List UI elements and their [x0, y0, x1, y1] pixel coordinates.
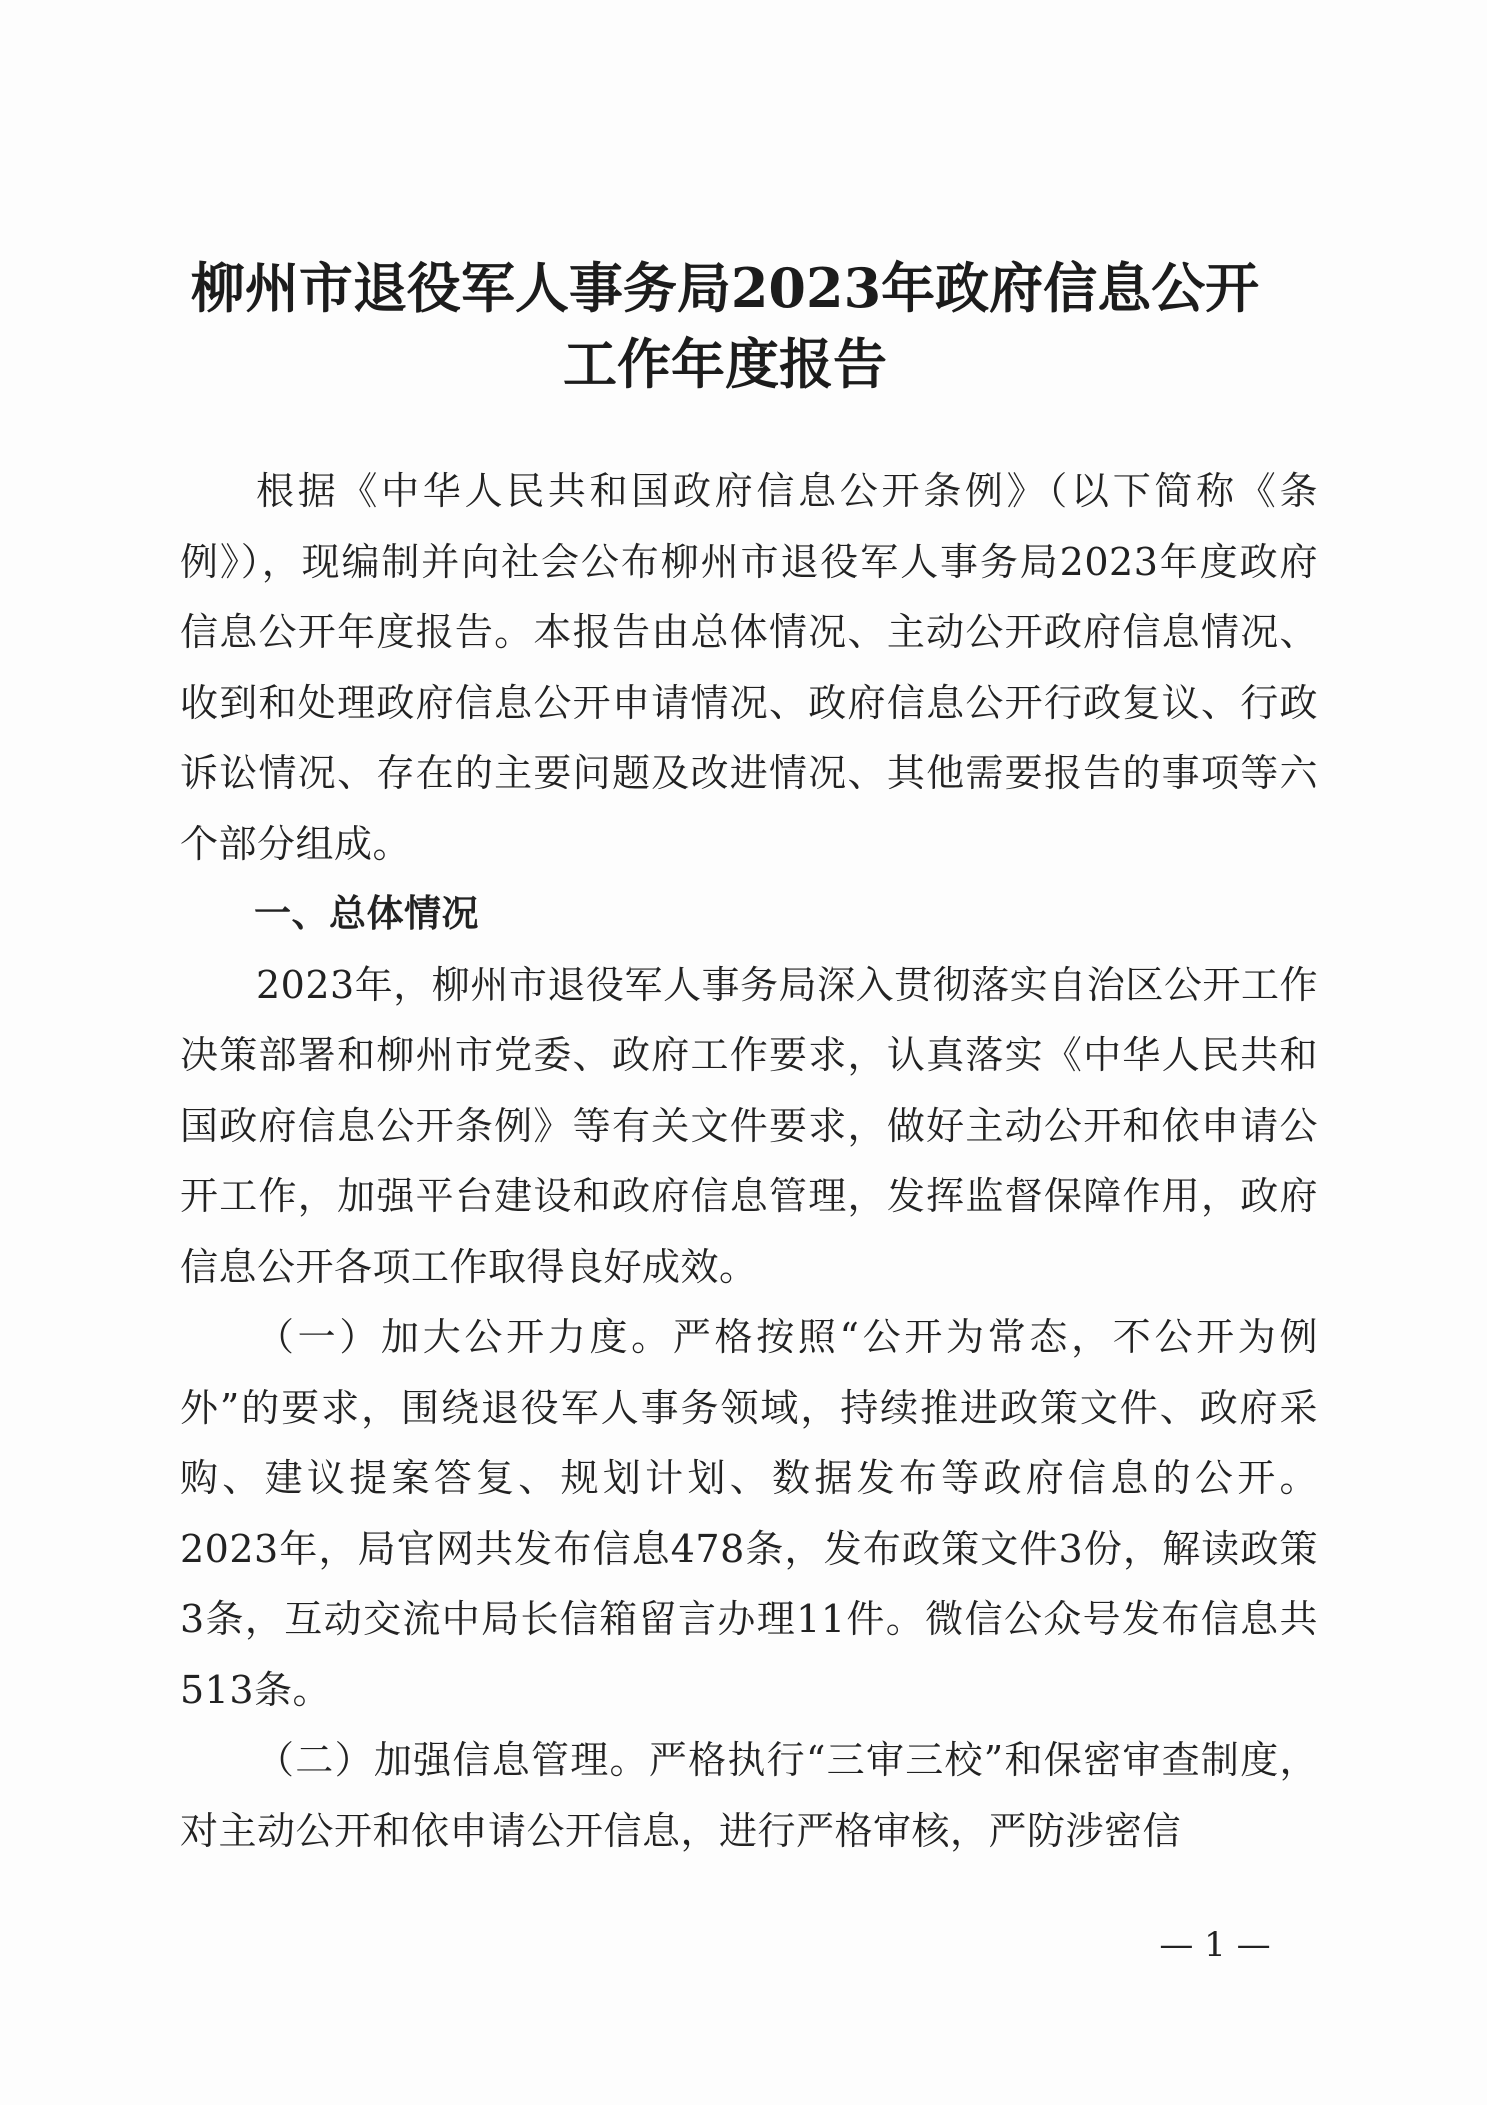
document-title-line-1: 柳州市退役军人事务局2023年政府信息公开	[190, 256, 1260, 320]
subsection-1-paragraph: （一）加大公开力度。严格按照“公开为常态，不公开为例外”的要求，围绕退役军人事务领域，持续推进政策文件、政府采购、建议提案答复、规划计划、数据发布等政府信息的公开。2023年，局官网共发布信息478条，发布政策文件3份，解读政策3条，互动交流中局长信箱留言办理11件。微信公众号发布信息共513条。	[180, 1315, 1318, 1712]
subsection-2-paragraph: （二）加强信息管理。严格执行“三审三校”和保密审查制度，对主动公开和依申请公开信息，进行严格审核，严防涉密信	[180, 1738, 1318, 1853]
overview-paragraph: 2023年，柳州市退役军人事务局深入贯彻落实自治区公开工作决策部署和柳州市党委、政府工作要求，认真落实《中华人民共和国政府信息公开条例》等有关文件要求，做好主动公开和依申请公开工作，加强平台建设和政府信息管理，发挥监督保障作用，政府信息公开各项工作取得良好成效。	[180, 962, 1318, 1289]
intro-paragraph: 根据《中华人民共和国政府信息公开条例》（以下简称《条例》），现编制并向社会公布柳州市退役军人事务局2023年度政府信息公开年度报告。本报告由总体情况、主动公开政府信息情况、收到和处理政府信息公开申请情况、政府信息公开行政复议、行政诉讼情况、存在的主要问题及改进情况、其他需要报告的事项等六个部分组成。	[180, 469, 1318, 866]
page-number: — 1 —	[1159, 1925, 1271, 1965]
document-body-content	[180, 456, 1318, 1866]
document-title-line-2: 工作年度报告	[563, 332, 887, 396]
section-heading-overview: 一、总体情况	[254, 892, 479, 935]
